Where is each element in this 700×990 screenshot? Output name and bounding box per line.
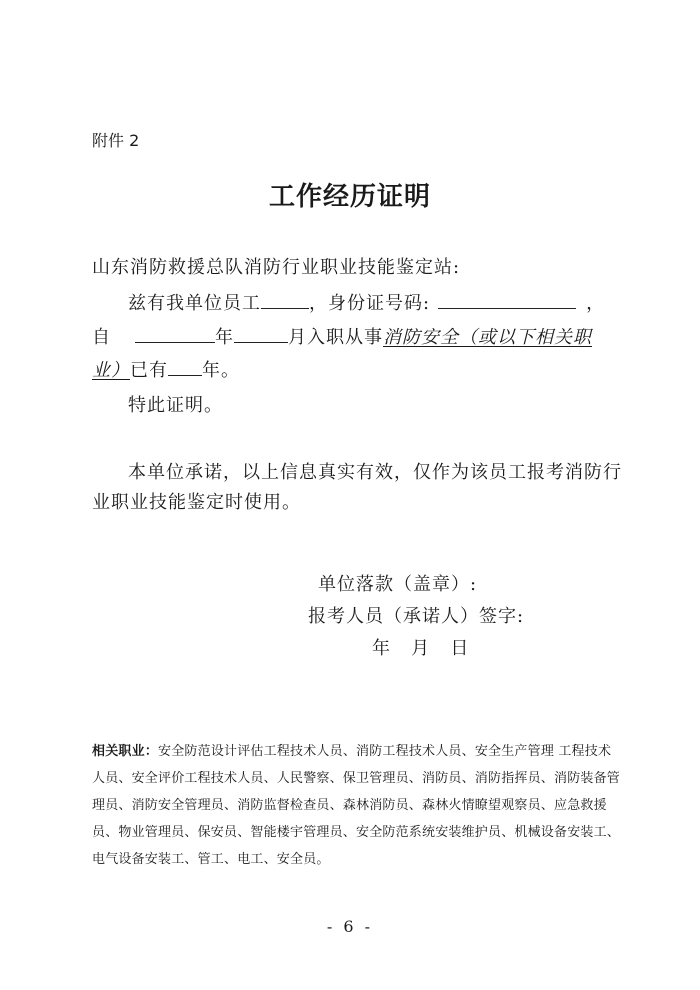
years-label: 年。	[202, 360, 240, 381]
attachment-label: 附件 2	[92, 131, 140, 150]
already-label: 已有	[130, 360, 168, 381]
promise-line-2: 业职业技能鉴定时使用。	[92, 492, 301, 513]
unit-signature-label: 单位落款（盖章）:	[318, 574, 478, 595]
occupation-text-1: 消防安全（或以下相关职	[383, 327, 592, 348]
id-number-blank	[438, 289, 576, 309]
certify-text: 特此证明。	[128, 395, 223, 416]
related-occupations-note	[92, 738, 620, 873]
addressee: 山东消防救援总队消防行业职业技能鉴定站:	[92, 257, 461, 278]
related-occupations-text: 安全防范设计评估工程技术人员、消防工程技术人员、安全生产管理 工程技术人员、安全评价工程技术人员、人民警察、保卫管理员、消防员、消防指挥员、消防装备管理员、消防安全管理员、消防监督检查员、森林消防员、森林火情瞭望观察员、应急救援员、物业管理员、保安员、智能楼宇管理员、安全防范系统安装维护员、机械设备安装工、电气设备安装工、管工、电工、安全员。	[92, 744, 621, 867]
employee-name-blank	[261, 289, 309, 309]
employment-line	[92, 323, 592, 349]
start-month-blank	[234, 323, 288, 343]
promise-line-1: 本单位承诺，以上信息真实有效，仅作为该员工报考消防行	[128, 462, 622, 483]
month-label: 月入职从事	[288, 327, 383, 348]
occupation-text-2: 业）	[92, 360, 130, 381]
employee-line	[128, 289, 605, 315]
id-number-label: ，身份证号码:	[309, 293, 431, 314]
comma: ，	[586, 293, 606, 314]
year-label: 年	[215, 327, 234, 348]
employee-intro: 兹有我单位员工	[128, 293, 261, 314]
document-title: 工作经历证明	[268, 182, 431, 212]
applicant-signature-label: 报考人员（承诺人）签字:	[308, 606, 525, 627]
duration-line	[92, 356, 240, 382]
related-occupations-label: 相关职业	[92, 744, 145, 759]
from-label: 自	[92, 327, 111, 348]
years-blank	[168, 356, 202, 376]
date-label: 年 月 日	[372, 638, 470, 659]
start-year-blank	[135, 323, 215, 343]
page-number: - 6 -	[326, 917, 374, 936]
related-occupations-colon: ：	[144, 744, 159, 759]
